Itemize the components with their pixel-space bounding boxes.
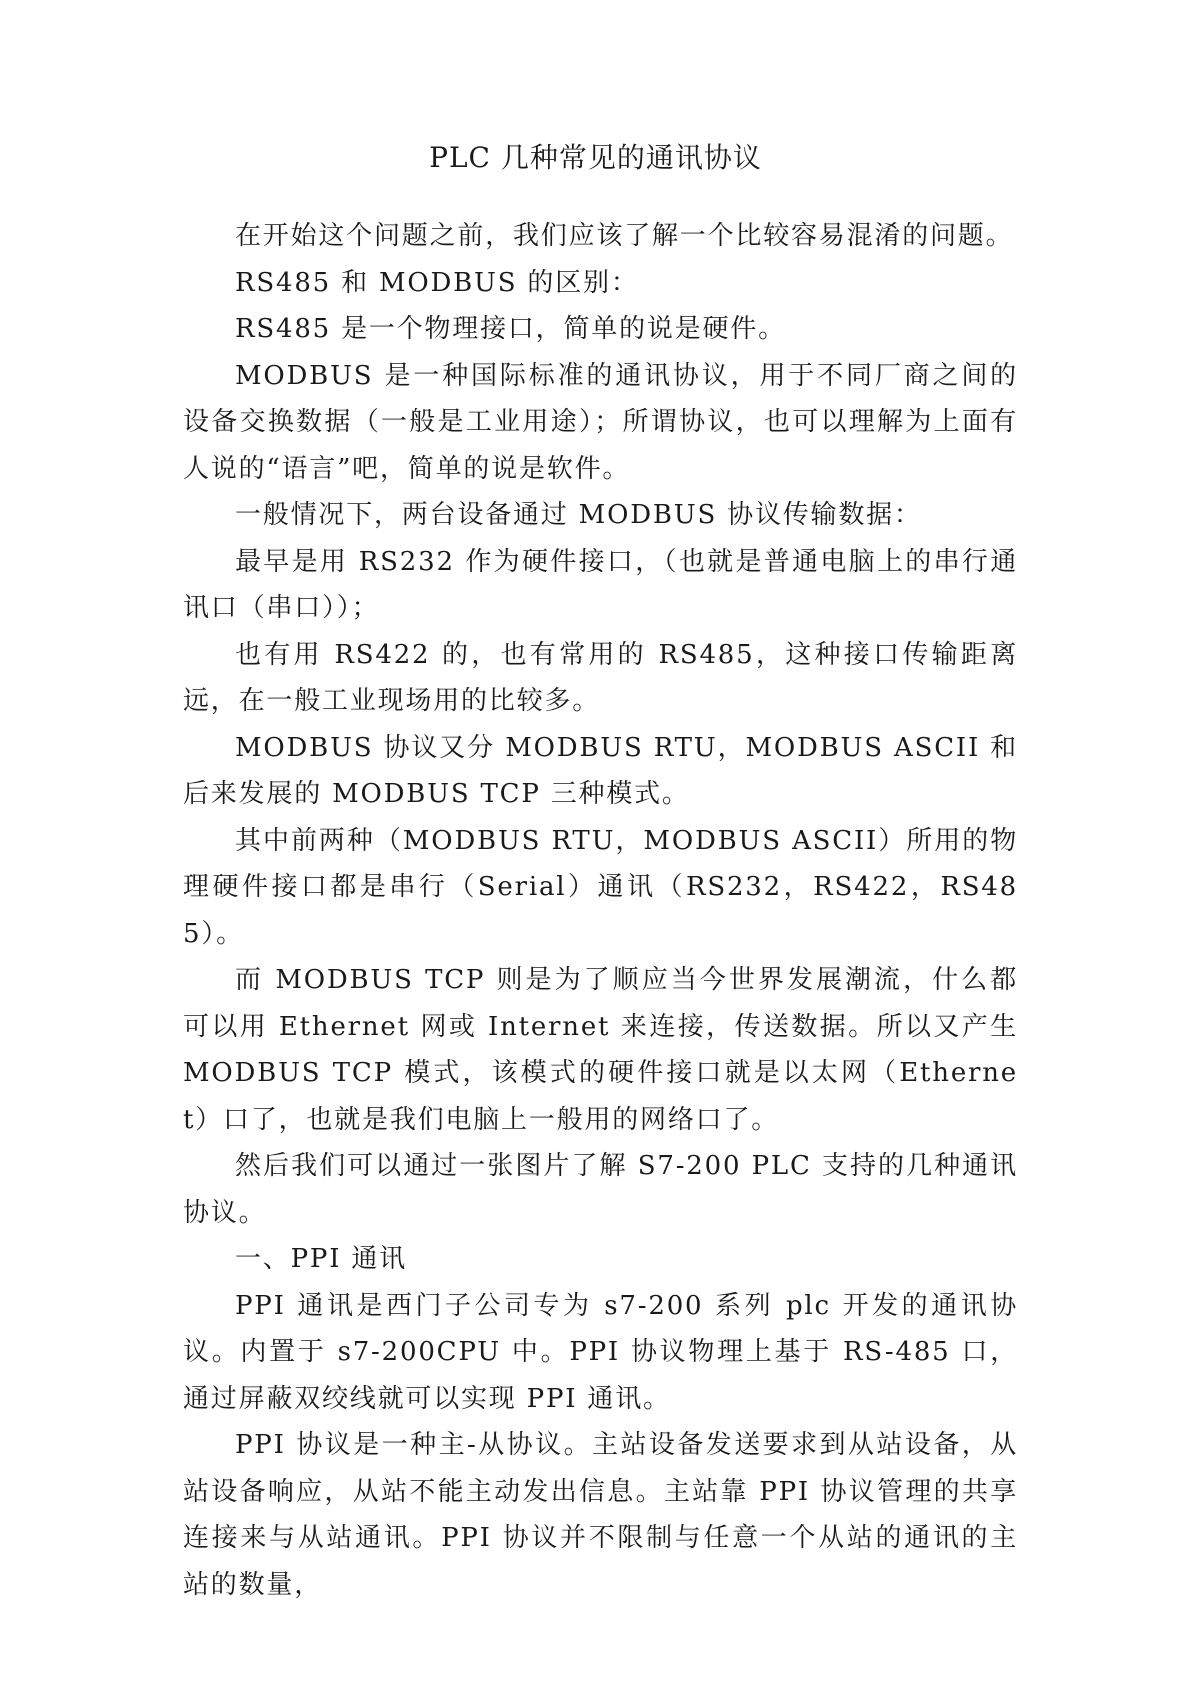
- paragraph-ppi-master-slave: PPI 协议是一种主-从协议。主站设备发送要求到从站设备，从站设备响应，从站不能主动发出信息。主站靠 PPI 协议管理的共享连接来与从站通讯。PPI 协议并不限制与任意一个从站的通讯的主站的数量，: [183, 1430, 1018, 1600]
- paragraph-serial-modes: 其中前两种（MODBUS RTU，MODBUS ASCII）所用的物理硬件接口都是串行（Serial）通讯（RS232，RS422，RS485）。: [183, 825, 1018, 949]
- document-body: [183, 213, 1018, 1608]
- paragraph-rs422-rs485: 也有用 RS422 的，也有常用的 RS485，这种接口传输距离远，在一般工业现场用的比较多。: [183, 639, 1018, 716]
- paragraph-modbus-tcp: 而 MODBUS TCP 则是为了顺应当今世界发展潮流，什么都可以用 Ethernet 网或 Internet 来连接，传送数据。所以又产生 MODBUS TCP 模式，该模式的硬件接口就是以太网（Ethernet）口了，也就是我们电脑上一般用的网络口了。: [183, 965, 1018, 1135]
- paragraph-data-transfer: 一般情况下，两台设备通过 MODBUS 协议传输数据：: [235, 500, 922, 530]
- paragraph-s7-200-protocols: 然后我们可以通过一张图片了解 S7-200 PLC 支持的几种通讯协议。: [183, 1151, 1018, 1228]
- paragraph-intro: 在开始这个问题之前，我们应该了解一个比较容易混淆的问题。: [235, 221, 1014, 251]
- paragraph-rs485-definition: RS485 是一个物理接口，简单的说是硬件。: [235, 314, 786, 344]
- page-title: PLC 几种常见的通讯协议: [429, 141, 762, 174]
- paragraph-rs485-vs-modbus: RS485 和 MODBUS 的区别：: [235, 267, 639, 298]
- paragraph-ppi-intro: PPI 通讯是西门子公司专为 s7-200 系列 plc 开发的通讯协议。内置于 s7-200CPU 中。PPI 协议物理上基于 RS-485 口，通过屏蔽双绞线就可以实现 PPI 通讯。: [183, 1290, 1018, 1414]
- paragraph-rs232: 最早是用 RS232 作为硬件接口，（也就是普通电脑上的串行通讯口（串口））；: [183, 546, 1018, 623]
- paragraph-modbus-definition: MODBUS 是一种国际标准的通讯协议，用于不同厂商之间的设备交换数据（一般是工业用途）；所谓协议，也可以理解为上面有人说的“语言”吧，简单的说是软件。: [183, 360, 1018, 484]
- section-heading-ppi: 一、PPI 通讯: [235, 1244, 407, 1274]
- paragraph-modbus-modes: MODBUS 协议又分 MODBUS RTU，MODBUS ASCII 和后来发展的 MODBUS TCP 三种模式。: [183, 732, 1018, 809]
